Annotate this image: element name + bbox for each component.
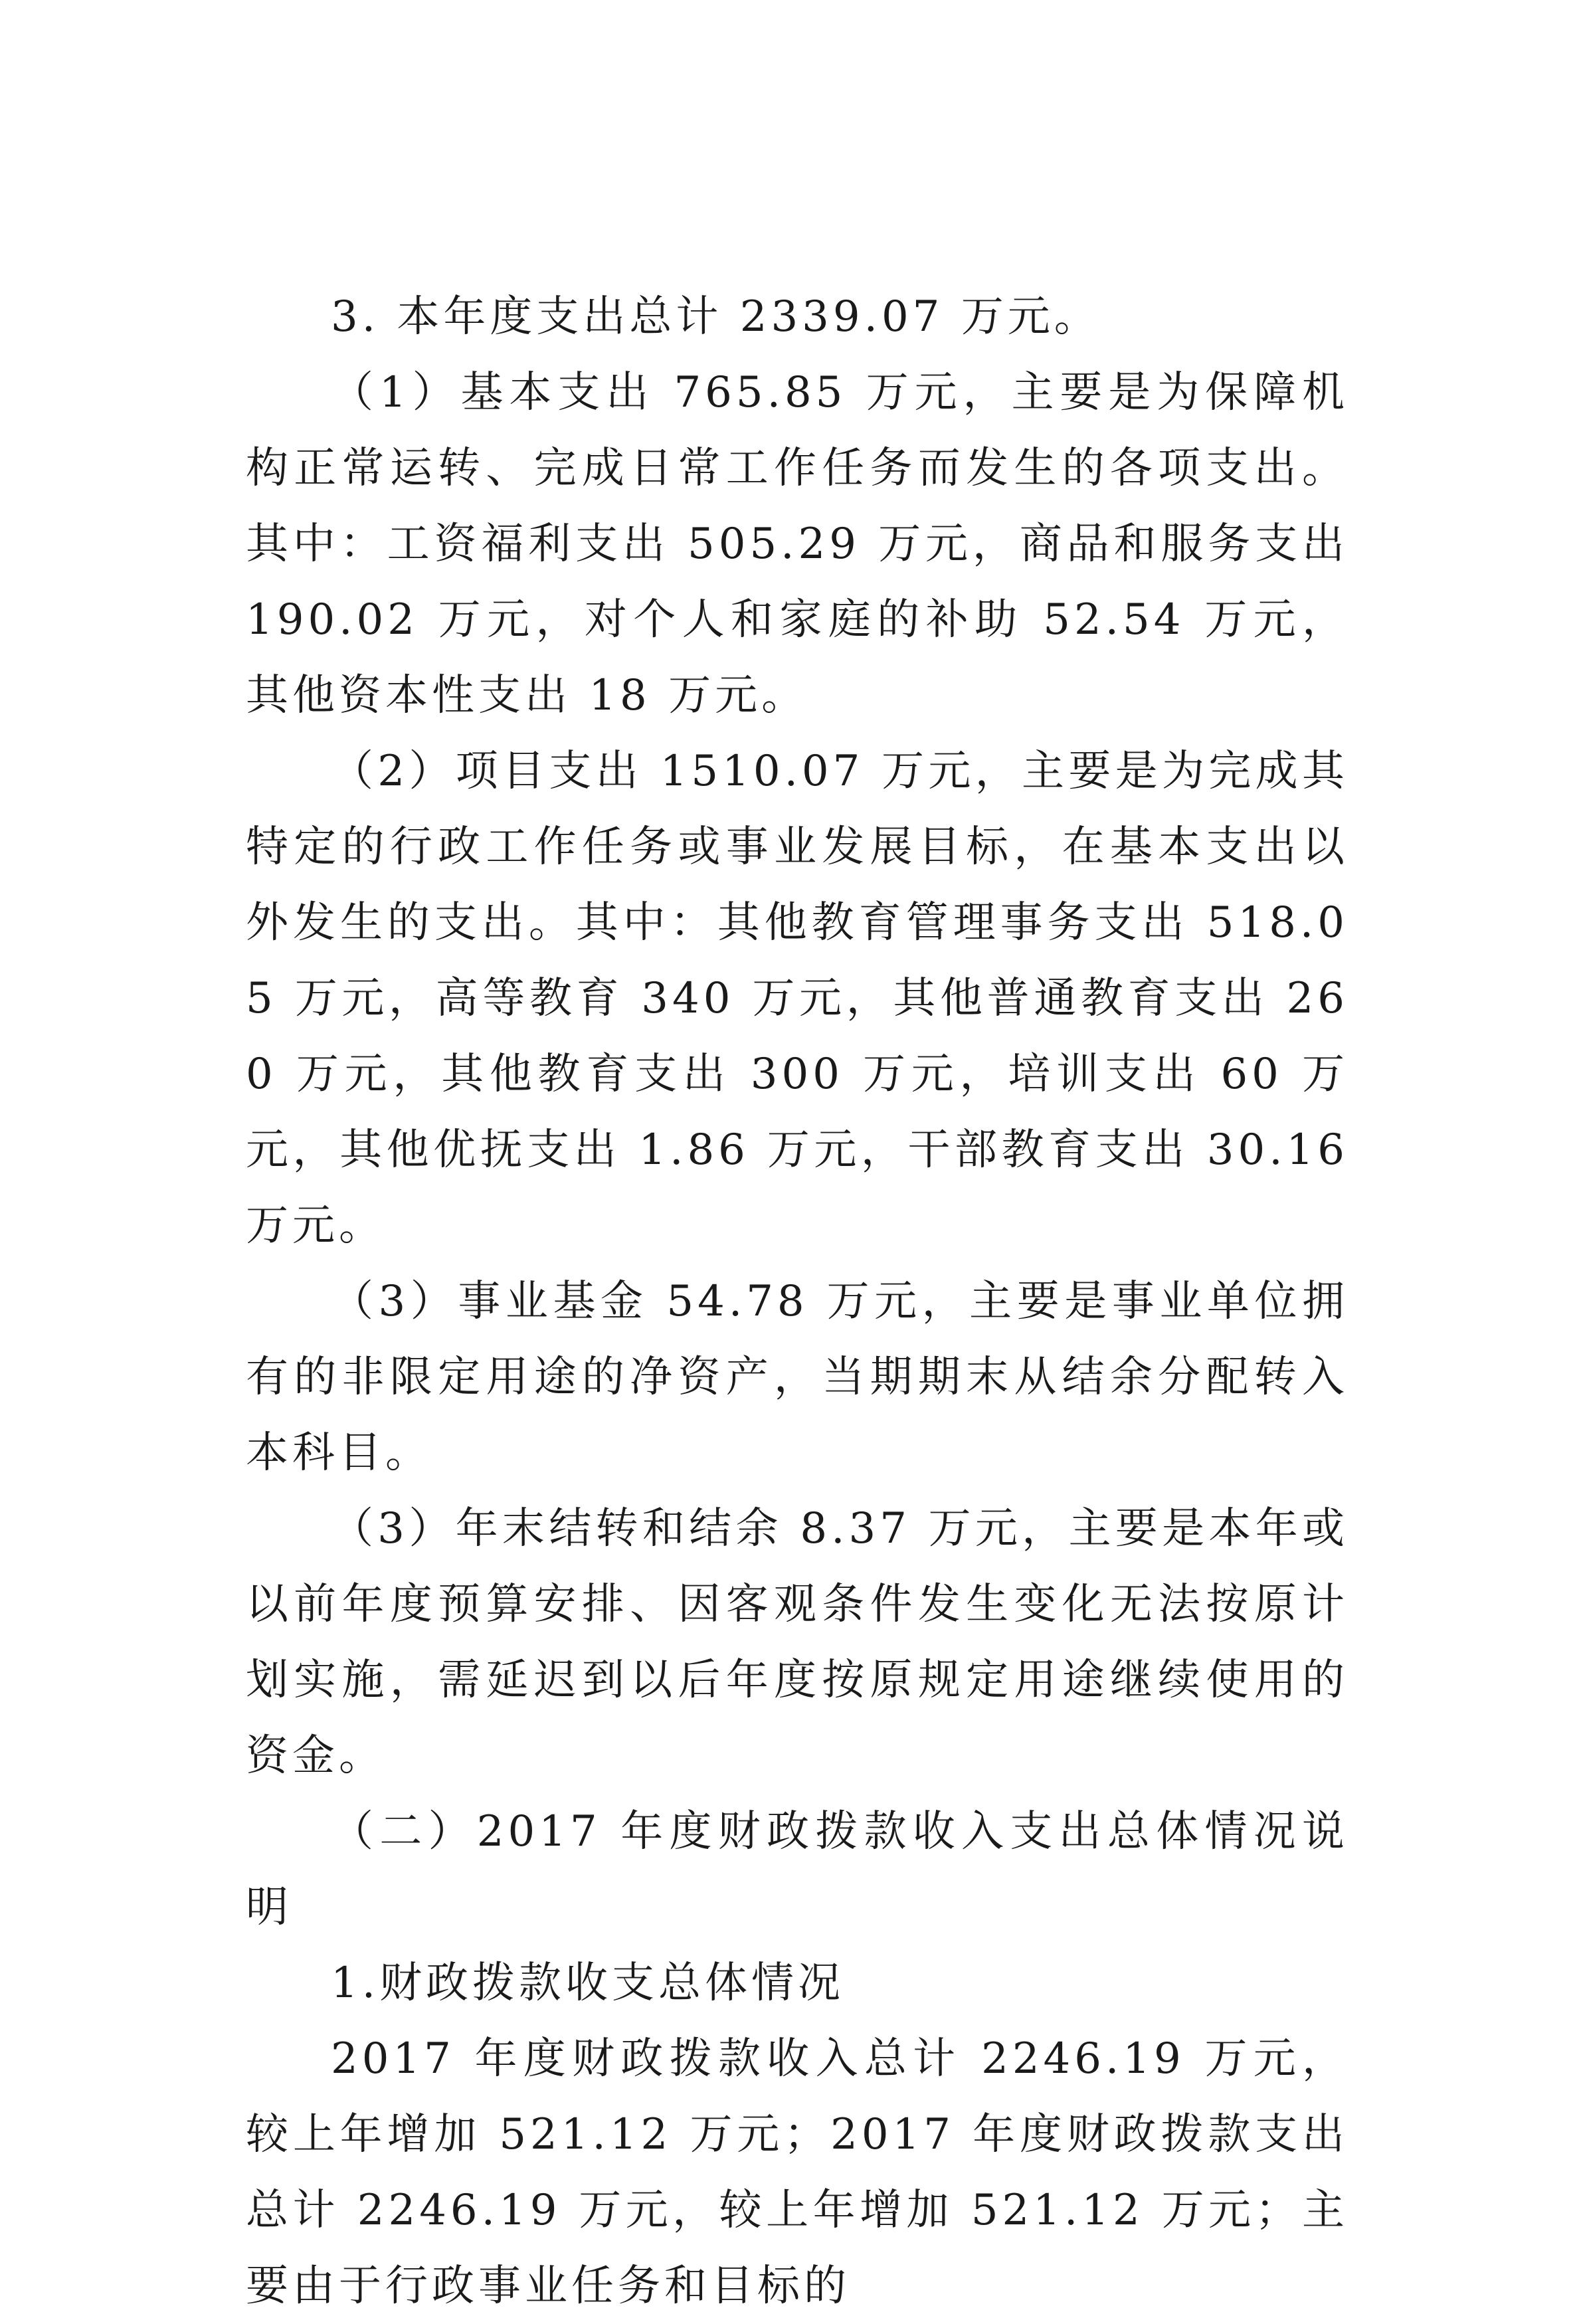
paragraph-basic-expenditure: （1）基本支出 765.85 万元，主要是为保障机构正常运转、完成日常工作任务而发生的各项支出。其中：工资福利支出 505.29 万元，商品和服务支出 190.02 万元，对个人和家庭的补助 52.54 万元，其他资本性支出 18 万元。 xyxy=(246,368,1348,720)
paragraph-year-end-carryover: （3）年末结转和结余 8.37 万元，主要是本年或以前年度预算安排、因客观条件发生变化无法按原计划实施，需延迟到以后年度按原规定用途继续使用的资金。 xyxy=(246,1504,1348,1781)
paragraph-total-expenditure: 3. 本年度支出总计 2339.07 万元。 xyxy=(331,292,1101,341)
subsection-heading-fiscal-overview: 1.财政拨款收支总体情况 xyxy=(331,1959,845,2008)
body-text xyxy=(246,279,1348,2324)
paragraph-fiscal-income-expenditure: 2017 年度财政拨款收入总计 2246.19 万元，较上年增加 521.12 万元；2017 年度财政拨款支出总计 2246.19 万元，较上年增加 521.12 万元；主要由于行政事业任务和目标的 xyxy=(246,2034,1348,2311)
paragraph-project-expenditure: （2）项目支出 1510.07 万元，主要是为完成其特定的行政工作任务或事业发展目标，在基本支出以外发生的支出。其中：其他教育管理事务支出 518.05 万元，高等教育 340 万元，其他普通教育支出 260 万元，其他教育支出 300 万元，培训支出 60 万元，其他优抚支出 1.86 万元，干部教育支出 30.16 万元。 xyxy=(246,747,1348,1250)
paragraph-business-fund: （3）事业基金 54.78 万元，主要是事业单位拥有的非限定用途的净资产，当期期末从结余分配转入本科目。 xyxy=(246,1277,1348,1478)
section-heading-fiscal-appropriation: （二）2017 年度财政拨款收入支出总体情况说明 xyxy=(246,1807,1348,1932)
